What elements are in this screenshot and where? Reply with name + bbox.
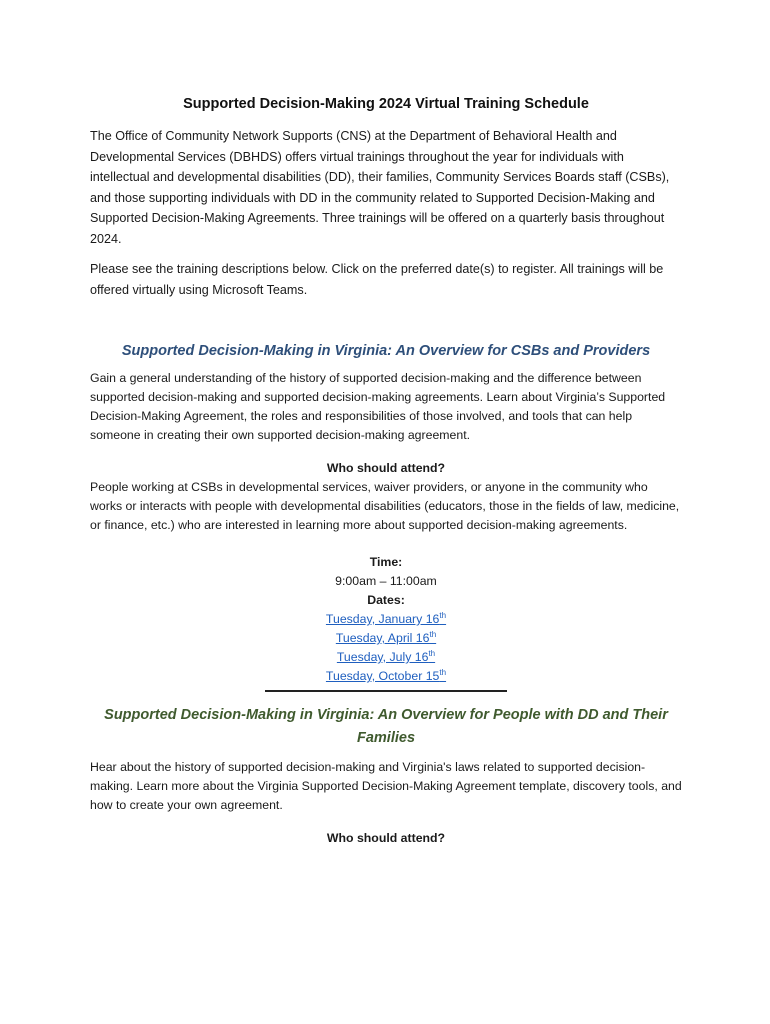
section2-description: Hear about the history of supported decision-making and Virginia's laws related to supported decision-making. Learn more about the Virginia Supported Decision-Making Agreement template, discovery tools, and how to create your own agreement. [90,760,682,812]
section-divider [265,690,507,692]
who-should-attend-label: Who should attend? [326,461,446,475]
date-links [90,610,682,686]
intro-paragraph: The Office of Community Network Supports (CNS) at the Department of Behavioral Health and Developmental Services (DBHDS) offers virtual trainings throughout the year for individuals with intellectual and developmental disabilities (DD), their families, Community Services Boards staff (CSBs), and those supporting individuals with DD in the community related to Supported Decision-Making and Supported Decision-Making Agreements. Three trainings will be offered on a quarterly basis throughout 2024. [90,129,670,246]
time-value: 9:00am – 11:00am [335,574,437,588]
page-title: Supported Decision-Making 2024 Virtual Training Schedule [183,96,589,112]
date-link-october[interactable]: Tuesday, October 15th [325,667,447,683]
date-link-january[interactable]: Tuesday, January 16th [325,610,447,626]
dates-label: Dates: [367,593,405,607]
who-should-attend-text: People working at CSBs in developmental services, waiver providers, or anyone in the community who works or interacts with people with developmental disabilities (educators, those in the fields of law, medicine, or finance, etc.) who are interested in learning more about supported decision-making agreements. [90,480,680,532]
who-should-attend [90,459,682,535]
time-label: Time: [369,555,403,569]
date-link-april[interactable]: Tuesday, April 16th [335,629,437,645]
date-link-july[interactable]: Tuesday, July 16th [336,648,436,664]
section-heading-people-families: Supported Decision-Making in Virginia: An Overview for People with DD and Their Families [104,707,668,746]
who-should-attend-label-2: Who should attend? [326,831,446,845]
section-description: Gain a general understanding of the history of supported decision-making and the difference between supported decision-making and supported decision-making agreements. Learn about Virginia’s Supported Decision-Making Agreement, the roles and responsibilities of those involved, and tools that can help someone in creating their own supported decision-making agreement. [90,371,666,442]
instructions-paragraph: Please see the training descriptions below. Click on the preferred date(s) to register. All trainings will be offered virtually using Microsoft Teams. [90,262,664,297]
section-heading-csbs-providers: Supported Decision-Making in Virginia: An Overview for CSBs and Providers [121,343,651,359]
